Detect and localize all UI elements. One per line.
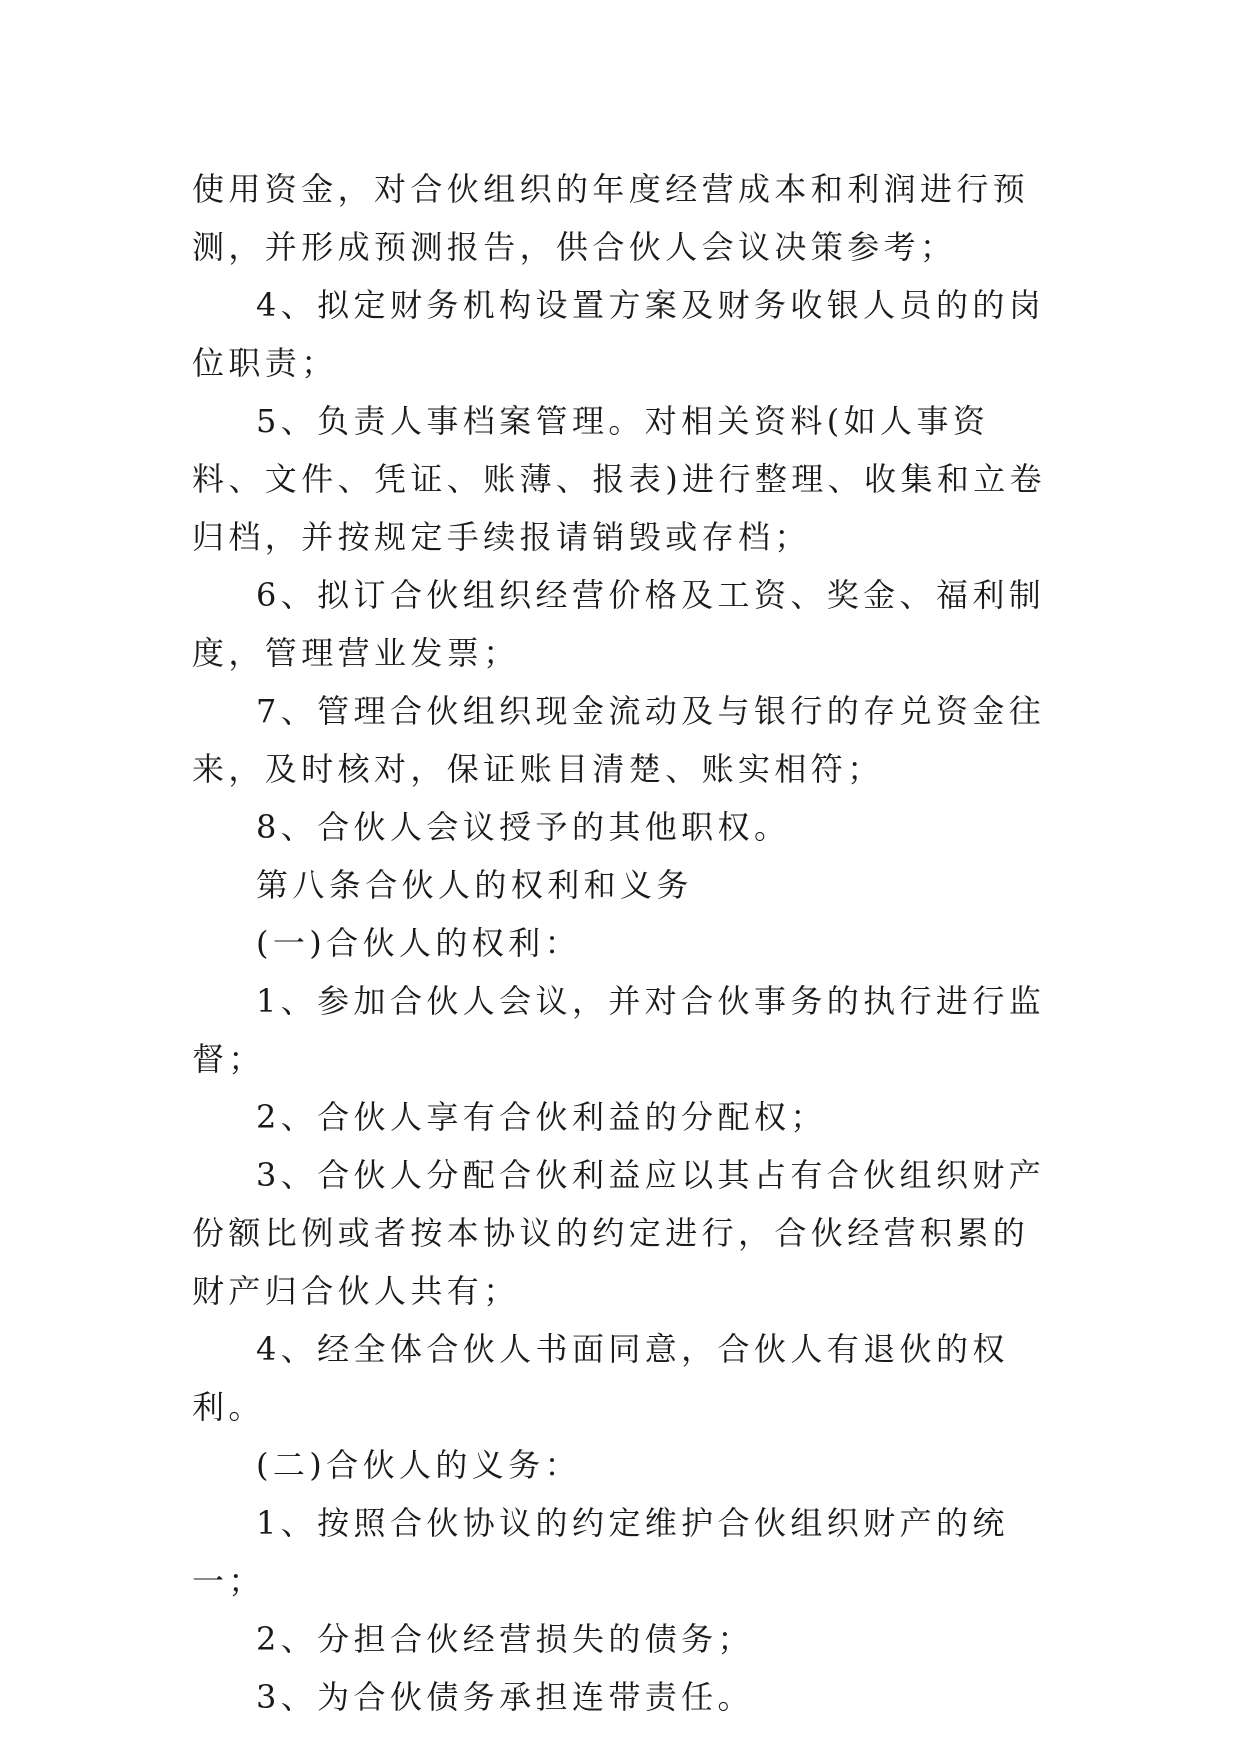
subsection-heading: (二)合伙人的义务： bbox=[256, 1446, 581, 1484]
paragraph: 3、为合伙债务承担连带责任。 bbox=[256, 1678, 754, 1716]
document-body bbox=[192, 160, 1052, 1726]
paragraph: 8、合伙人会议授予的其他职权。 bbox=[256, 808, 791, 846]
paragraph: 2、合伙人享有合伙利益的分配权； bbox=[256, 1098, 827, 1136]
paragraph: 2、分担合伙经营损失的债务； bbox=[256, 1620, 754, 1658]
paragraph: 5、负责人事档案管理。对相关资料(如人事资料、文件、凭证、账薄、报表)进行整理、收集和立卷归档，并按规定手续报请销毁或存档； bbox=[192, 402, 1047, 556]
paragraph: 4、拟定财务机构设置方案及财务收银人员的的岗位职责； bbox=[192, 286, 1046, 382]
paragraph: 4、经全体合伙人书面同意，合伙人有退伙的权利。 bbox=[192, 1330, 1009, 1426]
paragraph: 6、拟订合伙组织经营价格及工资、奖金、福利制度，管理营业发票； bbox=[192, 576, 1046, 672]
paragraph: 3、合伙人分配合伙利益应以其占有合伙组织财产份额比例或者按本协议的约定进行，合伙经营积累的财产归合伙人共有； bbox=[192, 1156, 1046, 1310]
section-heading: 第八条合伙人的权利和义务 bbox=[256, 866, 693, 904]
paragraph: 使用资金，对合伙组织的年度经营成本和利润进行预测，并形成预测报告，供合伙人会议决策参考； bbox=[192, 170, 1030, 266]
paragraph: 7、管理合伙组织现金流动及与银行的存兑资金往来，及时核对，保证账目清楚、账实相符； bbox=[192, 692, 1046, 788]
paragraph: 1、按照合伙协议的约定维护合伙组织财产的统一； bbox=[192, 1504, 1009, 1600]
subsection-heading: (一)合伙人的权利： bbox=[256, 924, 581, 962]
paragraph: 1、参加合伙人会议，并对合伙事务的执行进行监督； bbox=[192, 982, 1046, 1078]
